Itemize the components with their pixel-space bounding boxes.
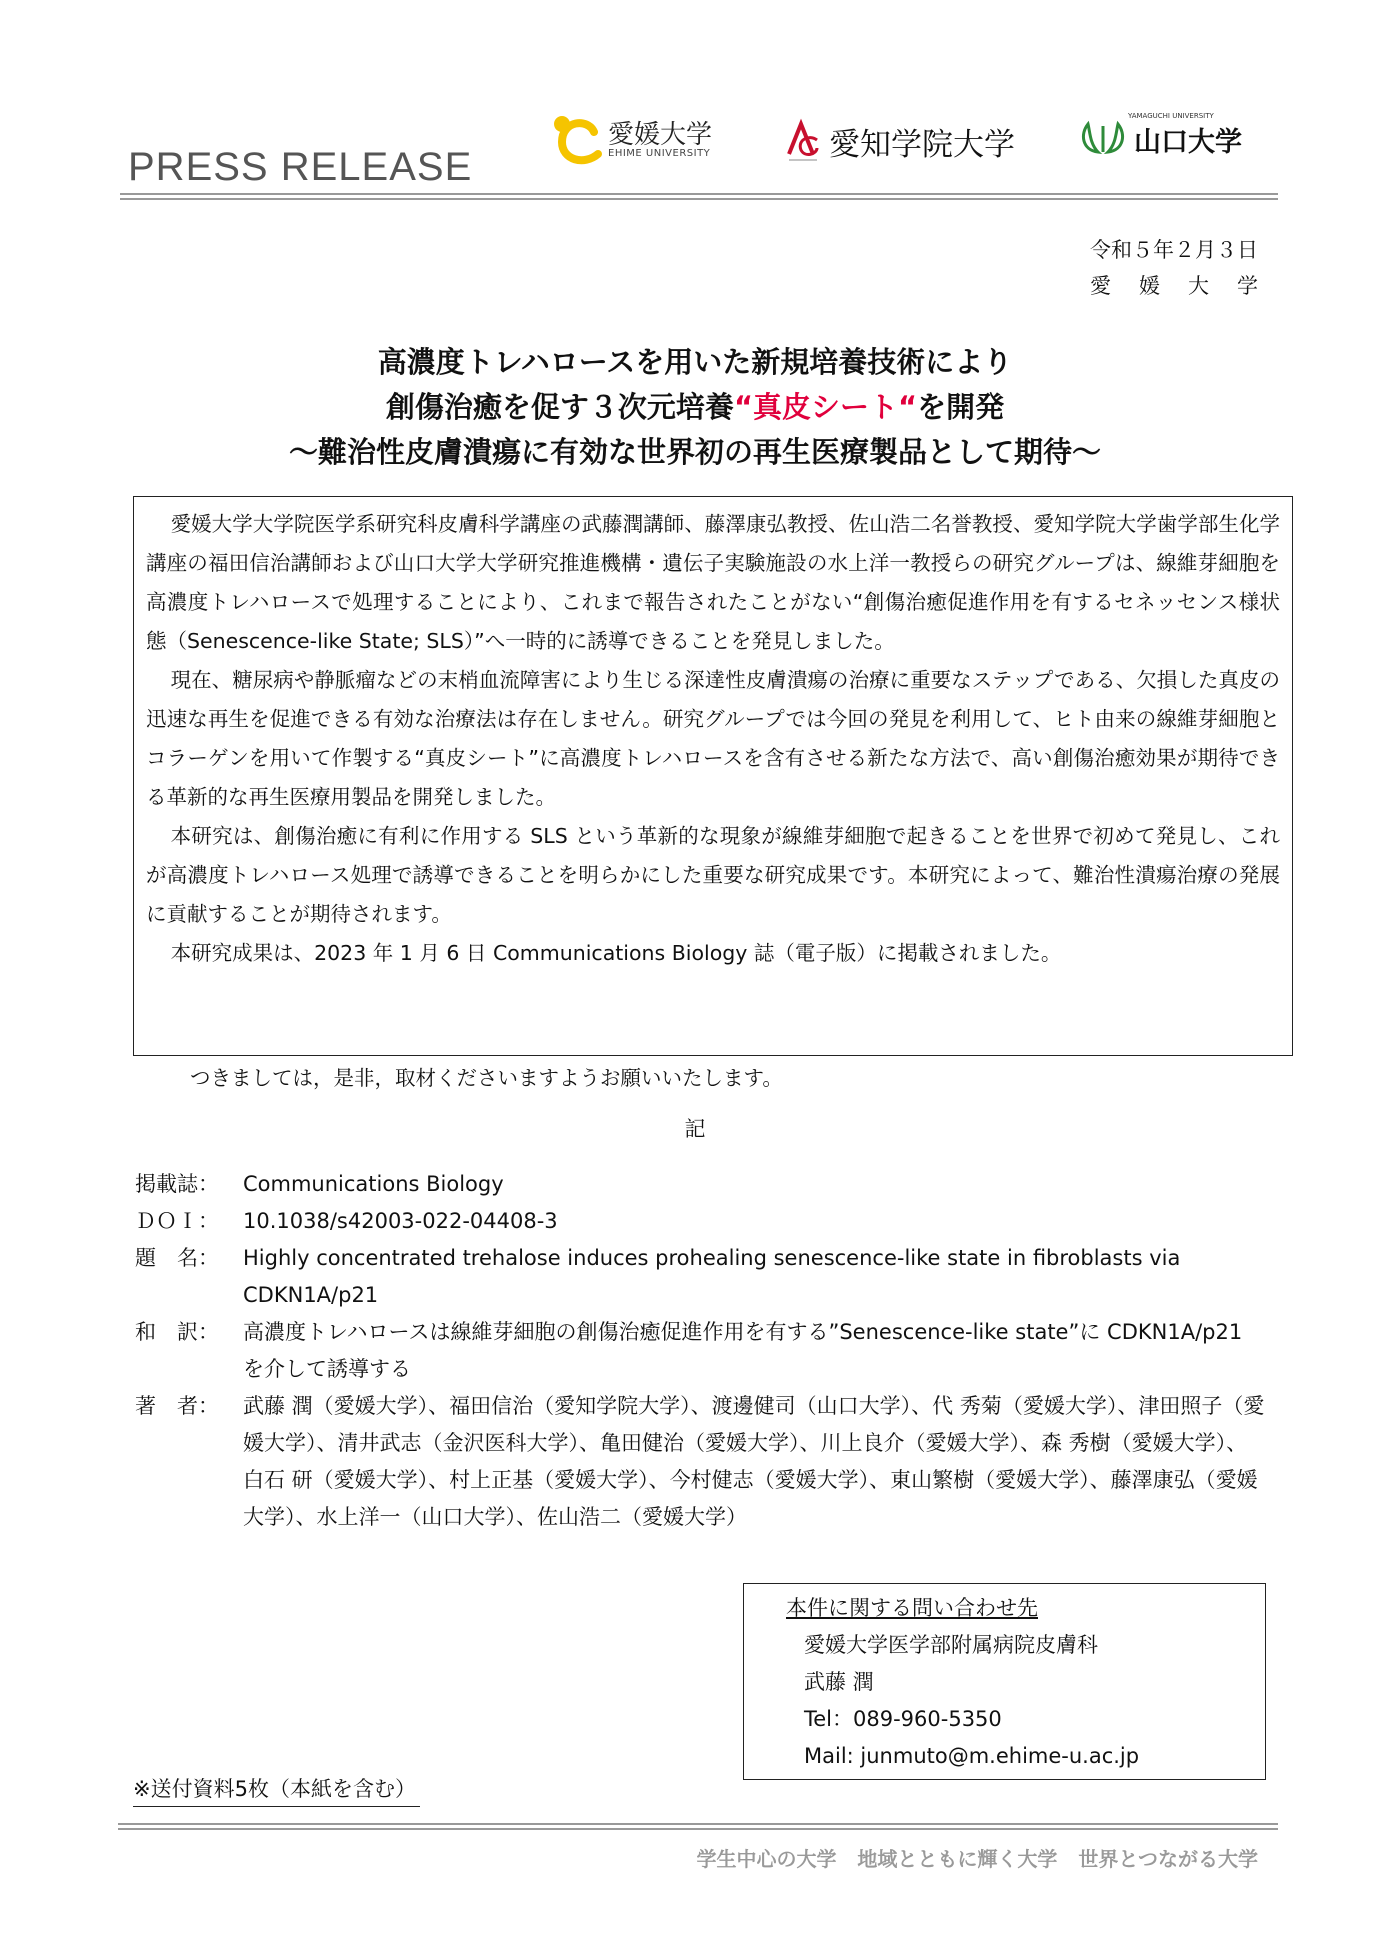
contact-department: 愛媛大学医学部附属病院皮膚科: [804, 1633, 1098, 1657]
title-block: [0, 340, 1390, 475]
contact-heading: 本件に関する問い合わせ先: [786, 1596, 1038, 1620]
abstract-paragraph-1: 愛媛大学大学院医学系研究科皮膚科学講座の武藤潤講師、藤澤康弘教授、佐山浩二名誉教授、愛知学院大学歯学部生化学講座の福田信治講師および山口大学大学研究推進機構・遺伝子実験施設の水上洋一教授らの研究グループは、線維芽細胞を高濃度トレハロースで処理することにより、これまで報告されたことがない“創傷治癒促進作用を有するセネッセンス様状態（Senescence-like State; SLS）”へ一時的に誘導できることを発見しました。: [146, 512, 1280, 653]
letterhead: [118, 100, 1278, 200]
paper-title-row: [135, 1240, 1265, 1314]
abstract-box: [133, 496, 1293, 1056]
subtitle: ～難治性皮膚潰瘍に有効な世界初の再生医療製品として期待～: [288, 435, 1101, 469]
title-highlight: “真皮シート“: [733, 390, 918, 424]
yamaguchi-university-logo: [1078, 112, 1242, 159]
contact-body: [786, 1627, 1265, 1775]
abstract-paragraph-3: 本研究は、創傷治癒に有利に作用する SLS という革新的な現象が線維芽細胞で起きることを世界で初めて発見し、これが高濃度トレハロース処理で誘導できることを明らかにした重要な研究成果です。本研究によって、難治性潰瘍治療の発展に貢献することが期待されます。: [146, 824, 1280, 926]
aichi-emblem-icon: [783, 118, 823, 164]
contact-mail[interactable]: Mail: junmuto@m.ehime-u.ac.jp: [804, 1744, 1140, 1768]
journal-row: [135, 1166, 1265, 1203]
contact-tel: Tel：089-960-5350: [804, 1707, 1002, 1731]
doi-value: 10.1038/s42003-022-04408-3: [243, 1209, 558, 1233]
ki-heading: 記: [684, 1117, 706, 1141]
closing-request: つきましては，是非，取材くださいますようお願いいたします。: [190, 1066, 783, 1090]
press-release-heading: PRESS RELEASE: [128, 145, 473, 189]
paper-title-value: Highly concentrated trehalose induces prohealing senescence-like state in fibroblasts via CDKN1A/p21: [243, 1246, 1181, 1307]
journal-value: Communications Biology: [243, 1172, 504, 1196]
authors-value: 武藤 潤（愛媛大学）、福田信治（愛知学院大学）、渡邊健司（山口大学）、代 秀菊（愛媛大学）、津田照子（愛媛大学）、清井武志（金沢医科大学）、亀田健治（愛媛大学）、川上良介（愛媛大学）、森 秀樹（愛媛大学）、白石 研（愛媛大学）、村上正基（愛媛大学）、今村健志（愛媛大学）、東山繁樹（愛媛大学）、藤澤康弘（愛媛大学）、水上洋一（山口大学）、佐山浩二（愛媛大学）: [243, 1394, 1265, 1529]
issuing-org: 愛媛大学: [1090, 274, 1286, 298]
doi-row: [135, 1203, 1265, 1240]
translation-label: 和 訳：: [135, 1320, 219, 1344]
journal-label: 掲載誌：: [135, 1172, 219, 1196]
contact-box: [743, 1583, 1266, 1780]
ehime-logo-icon: [548, 110, 608, 170]
aichi-name: 愛知学院大学: [829, 126, 1015, 163]
reference-details: [135, 1166, 1265, 1536]
release-date: 令和５年２月３日: [1090, 238, 1258, 262]
attachment-note: ※送付資料5枚（本紙を含む）: [133, 1772, 420, 1807]
yamaguchi-sub: YAMAGUCHI UNIVERSITY: [1128, 112, 1214, 120]
header-divider: [120, 193, 1278, 200]
abstract-paragraph-4: 本研究成果は、2023 年 1 月 6 日 Communications Biology 誌（電子版）に掲載されました。: [170, 941, 1062, 965]
authors-row: [135, 1388, 1265, 1536]
footer-divider: [118, 1823, 1278, 1830]
paper-title-label: 題 名：: [135, 1246, 219, 1270]
title-line-2-pre: 創傷治癒を促す３次元培養: [385, 390, 734, 424]
yamaguchi-name: 山口大学: [1134, 127, 1242, 158]
title-line-2: [0, 385, 1390, 430]
doi-label: ＤＯＩ：: [135, 1209, 219, 1233]
contact-person: 武藤 潤: [804, 1670, 874, 1694]
translation-row: [135, 1314, 1265, 1388]
yamaguchi-emblem-icon: [1078, 116, 1128, 156]
abstract-paragraph-2: 現在、糖尿病や静脈瘤などの末梢血流障害により生じる深達性皮膚潰瘍の治療に重要なステップである、欠損した真皮の迅速な再生を促進できる有効な治療法は存在しません。研究グループでは今回の発見を利用して、ヒト由来の線維芽細胞とコラーゲンを用いて作製する“真皮シート”に高濃度トレハロースを含有させる新たな方法で、高い創傷治癒効果が期待できる革新的な再生医療用製品を開発しました。: [146, 668, 1280, 809]
title-line-1: 高濃度トレハロースを用いた新規培養技術により: [377, 345, 1013, 379]
ehime-name: 愛媛大学: [608, 119, 713, 150]
authors-label: 著 者：: [135, 1394, 219, 1418]
translation-value: 高濃度トレハロースは線維芽細胞の創傷治癒促進作用を有する”Senescence-like state”に CDKN1A/p21 を介して誘導する: [243, 1320, 1243, 1381]
footer-slogan: 学生中心の大学 地域とともに輝く大学 世界とつながる大学: [696, 1847, 1258, 1871]
date-block: [1090, 232, 1286, 304]
ehime-university-logo: [548, 110, 712, 170]
title-line-2-post: を開発: [917, 390, 1005, 424]
ehime-sub: EHIME UNIVERSITY: [608, 147, 711, 159]
aichi-gakuin-logo: [783, 118, 1015, 164]
